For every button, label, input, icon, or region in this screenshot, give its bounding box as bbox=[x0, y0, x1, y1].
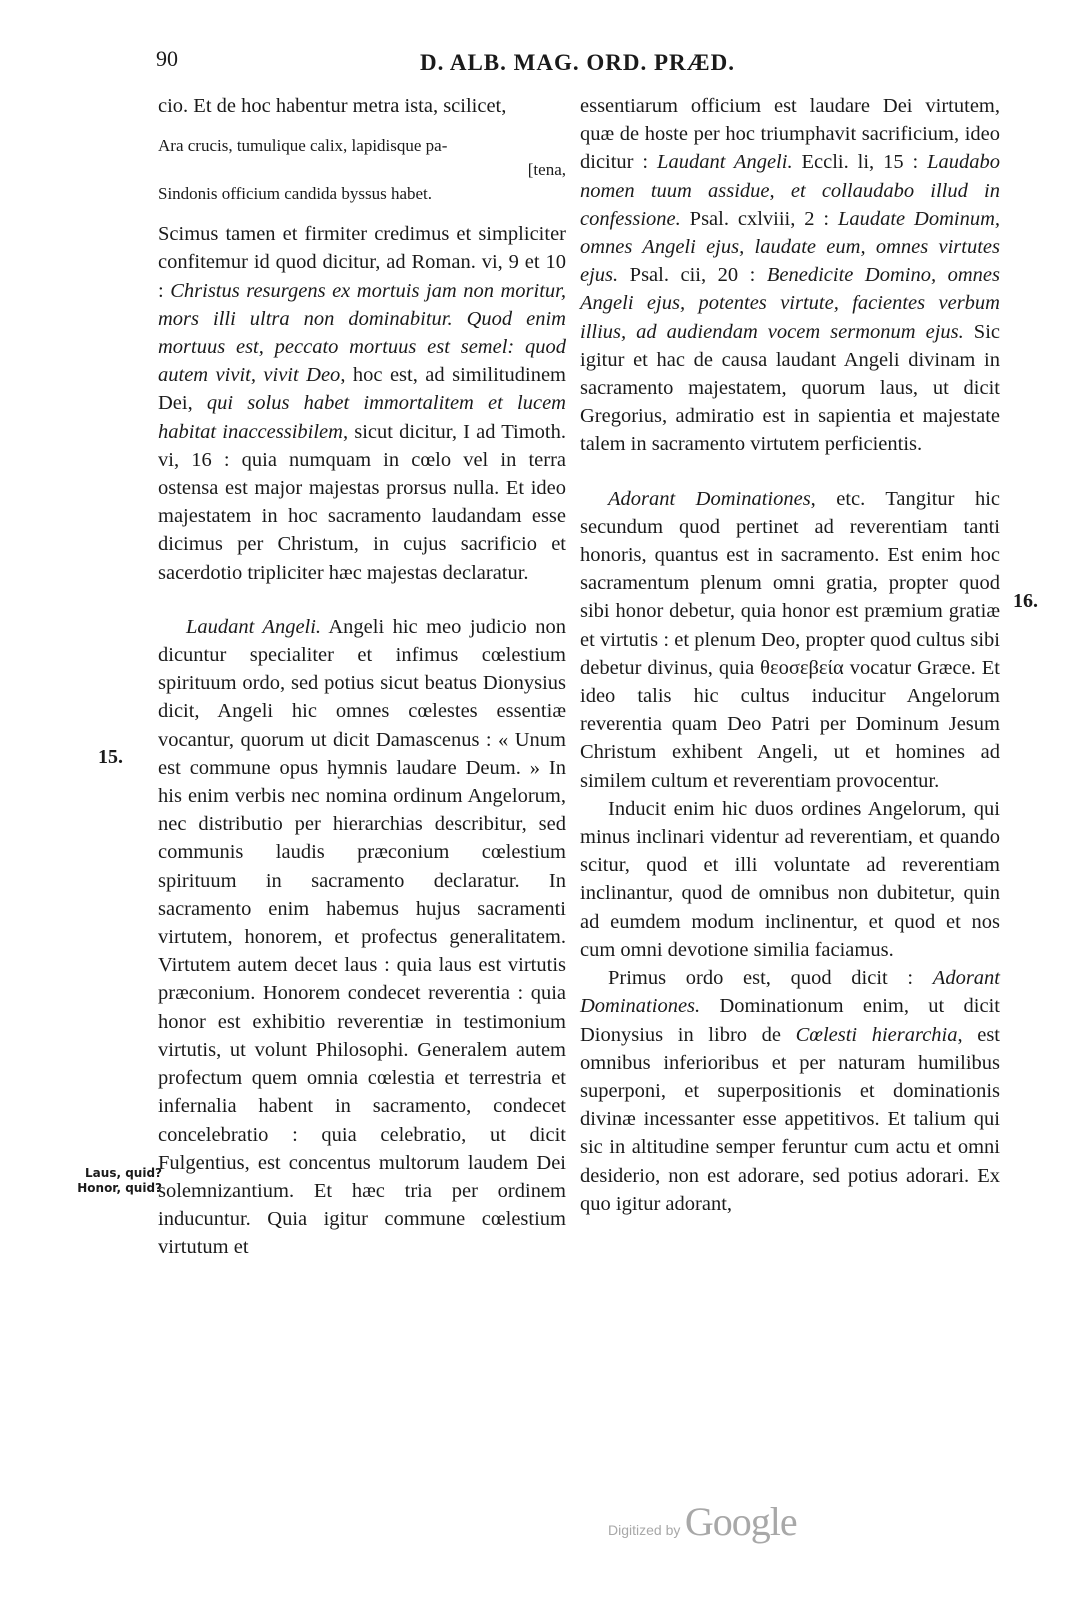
watermark-prefix: Digitized by bbox=[608, 1522, 681, 1538]
google-logo: Google bbox=[684, 1499, 797, 1544]
left-column bbox=[158, 92, 566, 1262]
margin-number-16: 16. bbox=[1013, 590, 1038, 612]
text: , etc. Tangitur hic secundum quod pertinet ad reverentiam tanti honoris, quantus est in sacramento. Est enim hoc sacramentum plenum omni gratia, propter quod sibi honor debetur, quia honor est præmium gratiæ et virtutis : et plenum Deo, propter quod cultus sibi debetur divinus, quia θεοσεβεία vocatur Græce. Et ideo talis hic cultus inducitur Angelorum reverentia quam Deo Patri per Dominum Jesum Christum exhibent Angeli, ut et homines ad similem cultum et reverentiam provocentur. bbox=[580, 487, 1000, 792]
text: Psal. cii, 20 : bbox=[618, 264, 767, 287]
text: Scimus tamen et firmiter credimus et simpliciter confitemur id quod dicitur, ad Roman. vi, 9 et 10 : bbox=[158, 223, 566, 302]
quotation: Benedicite Domino, omnes Angeli ejus, potentes virtute, facientes verbum illius, ad audiendam vocem sermonum ejus. bbox=[580, 264, 1001, 343]
quotation: qui solus habet immortalitem et lucem habitat inaccessibilem bbox=[158, 392, 566, 443]
running-title: D. ALB. MAG. ORD. PRÆD. bbox=[420, 50, 735, 75]
quotation: Christus resurgens ex mortuis jam non moritur, mors illi ultra non dominabitur. Quod enim mortuus est, peccato mortuus est semel: quod autem vivit, vivit Deo bbox=[158, 279, 566, 387]
paragraph: cio. Et de hoc habentur metra ista, scilicet, bbox=[158, 95, 507, 117]
quotation: Laudabo nomen tuum assidue, et collaudabo illud in confessione. bbox=[580, 151, 1000, 230]
text: , sicut dicitur, I ad Timoth. vi, 16 : quia numquam in cœlo vel in terra ostensa est major majestas prorsus nulla. Et ideo majestatem in hoc sacramento laudandam esse dicimus per Christum, in cujus sacrificio et sacerdotio tripliciter hæc majestas declaratur. bbox=[158, 420, 567, 584]
paragraph bbox=[580, 92, 1000, 459]
paragraph: Inducit enim hic duos ordines Angelorum, qui minus inclinari videntur ad reverentiam, et quando scitur, quod et illi voluntate ad reverentiam inclinantur, quod de omnibus non dubitetur, quin ad eumdem modum inclinentur, et quod et nos cum omni devotione similia faciamus. bbox=[580, 797, 1000, 961]
text: , hoc est, ad similitudinem Dei, bbox=[158, 364, 566, 415]
text: essentiarum officium est laudare Dei virtutem, quæ de hoste per hoc triumphavit sacrificium, ideo dicitur : bbox=[580, 95, 1000, 174]
digitized-watermark bbox=[608, 1498, 797, 1545]
paragraph bbox=[158, 613, 566, 1262]
text: Angeli hic meo judicio non dicuntur specialiter et infimus cœlestium spirituum ordo, sed potius sicut beatus Dionysius dicit, Angeli hic omnes cœlestes essentiæ vocantur, quorum ut dicit Damascenus : « Unum est commune opus hymnis laudare Deum. » In his enim verbis nec nomina ordinum Angelorum, nec distributio per hierarchias describitur, sed communis laudis præconium cœlestium spirituum in sacramento declaratur. In sacramento enim habemus hujus sacramenti virtutem, honorem, et profectus generalitatem. Virtutem autem decet laus : quia laus est virtutis præconium. Honorem condecet reverentia : quia honor est exhibitio reverentiæ in testimonium virtutis, ut volunt Philosophi. Generalem autem profectum quem omnia cœlestia et terrestria et infernalia habent in sacramento, condecet concelebratio : quia celebratio, ut dicit Fulgentius, est concentus multorum laudem Dei solemnizantium. Et hæc tria per ordinem inducuntur. Quia igitur commune cœlestium virtutum et bbox=[158, 615, 566, 1259]
text: Psal. cxlviii, 2 : bbox=[680, 207, 838, 230]
verse-line: Sindonis officium candida byssus habet. bbox=[158, 184, 433, 204]
lemma: Adorant Dominationes bbox=[608, 487, 811, 510]
text: Primus ordo est, quod dicit : bbox=[608, 967, 933, 990]
text: , est omnibus inferioribus et per naturam humilibus superponi, et superpositionis et dominationis divinæ incessanter esse appetitivos. Et talium qui sic in altitudine semper feruntur cum actu et omni desiderio, non est adorare, sed potius adorari. Ex quo igitur adorant, bbox=[580, 1023, 1001, 1215]
quotation: Cœlesti hierarchia bbox=[795, 1023, 958, 1046]
verse-continuation: [tena, bbox=[527, 160, 566, 180]
quotation: Laudate Dominum, omnes Angeli ejus, laudate eum, omnes virtutes ejus. bbox=[580, 207, 1000, 287]
paragraph bbox=[580, 485, 1000, 795]
text: Eccli. li, 15 : bbox=[792, 151, 928, 174]
page-number: 90 bbox=[156, 46, 178, 71]
text: Sic igitur et hac de causa laudant Angeli divinam in sacramento majestatem, quorum laus, ut dicit Gregorius, admiratio est in sapientia et majestate talem in sacramento virtutem perficientis. bbox=[580, 320, 1000, 456]
verse-line: Ara crucis, tumulique calix, lapidisque pa- bbox=[158, 136, 448, 156]
text: Dominationum enim, ut dicit Dionysius in libro de bbox=[580, 995, 1000, 1046]
quotation: Adorant Dominationes. bbox=[580, 967, 1000, 1018]
margin-note: Laus, quid? Honor, quid? bbox=[77, 1166, 162, 1195]
lemma: Laudant Angeli. bbox=[186, 615, 322, 638]
margin-number-15: 15. bbox=[98, 746, 123, 768]
paragraph bbox=[158, 220, 566, 587]
verse bbox=[158, 134, 566, 206]
quotation: Laudant Angeli. bbox=[657, 151, 793, 174]
right-column bbox=[580, 92, 1000, 1218]
paragraph bbox=[580, 964, 1000, 1218]
